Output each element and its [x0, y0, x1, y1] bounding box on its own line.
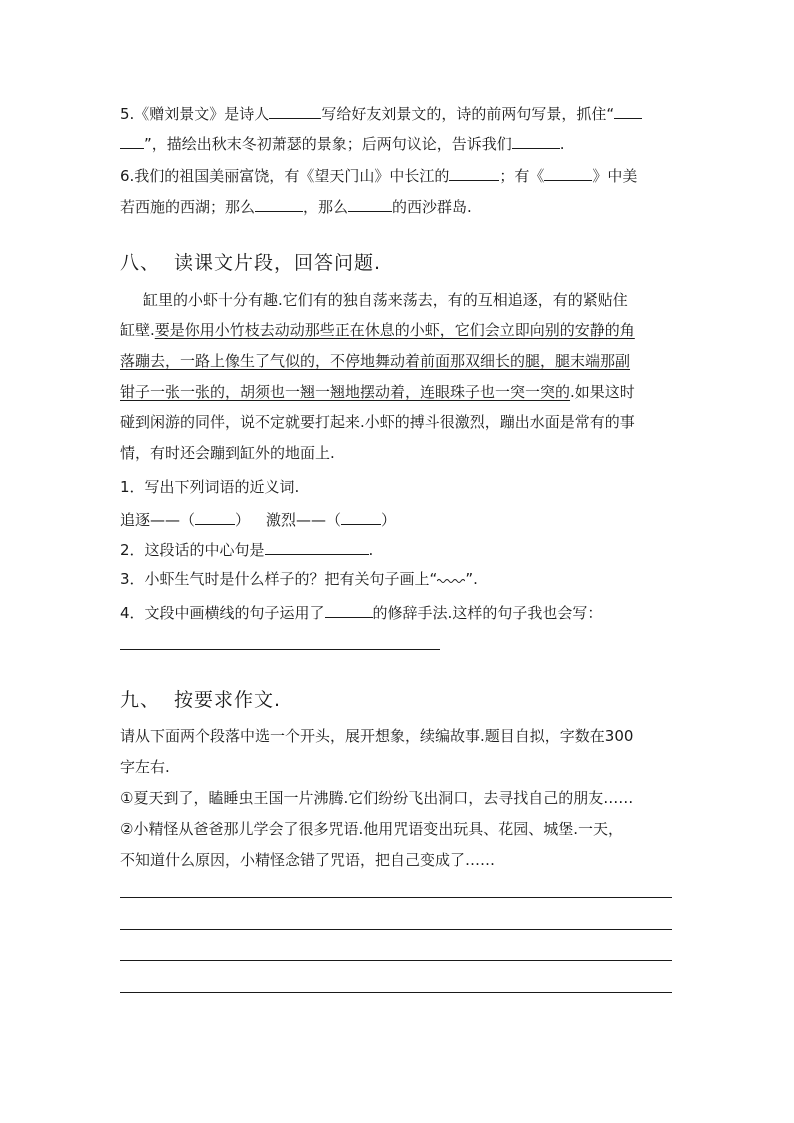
q6-text-b: ；有《	[499, 167, 545, 185]
sub-question-2-text: 2．这段话的中心句是	[120, 541, 265, 559]
synonym-word-2: 激烈——（	[266, 511, 342, 529]
wavy-underline-icon	[437, 576, 465, 584]
essay-option-1: ①夏天到了，瞌睡虫王国一片沸腾.它们纷纷飞出洞口，去寻找自己的朋友……	[120, 789, 634, 807]
rhetoric-blank[interactable]	[325, 601, 373, 618]
writing-line[interactable]	[120, 992, 672, 993]
passage-line-1: 缸里的小虾十分有趣.它们有的独自荡来荡去，有的互相追逐，有的紧贴住	[143, 291, 628, 309]
sub-question-2-end: .	[368, 541, 374, 559]
synonym-row	[120, 508, 680, 530]
q6-blank-westlake[interactable]	[255, 195, 303, 212]
sub-question-3-end: ”.	[465, 570, 478, 588]
section-9-title: 按要求作文.	[174, 689, 282, 711]
imitation-answer-line[interactable]	[120, 649, 440, 650]
essay-instruction-line-2: 字左右.	[120, 758, 170, 776]
section-8-title: 读课文片段，回答问题.	[174, 252, 382, 274]
section-8-heading	[120, 251, 381, 275]
q5-blank-grasp-2[interactable]	[120, 132, 144, 149]
passage-text: 缸壁.	[120, 321, 155, 339]
section-9-heading	[120, 688, 281, 712]
q5-text-b: 写给好友刘景文的，诗的前两句写景，抓住“	[321, 105, 615, 123]
q5-blank-poet[interactable]	[269, 102, 321, 119]
sub-question-3-text: 3．小虾生气时是什么样子的？把有关句子画上“	[120, 570, 438, 588]
q5-text-c: ”，描绘出秋末冬初萧瑟的景象；后两句议论，告诉我们	[144, 135, 512, 153]
sub-question-4-end: 的修辞手法.这样的句子我也会写：	[372, 604, 603, 622]
q6-blank-xisha[interactable]	[348, 195, 392, 212]
passage-text: .如果这时	[570, 383, 635, 401]
sub-question-3	[120, 569, 680, 589]
q5-blank-grasp-1[interactable]	[614, 102, 642, 119]
sub-question-4	[120, 601, 680, 623]
passage-line-5: 碰到闲游的同伴，说不定就要打起来.小虾的搏斗很激烈，蹦出水面是常有的事	[120, 413, 635, 431]
synonym-blank-2[interactable]	[341, 508, 381, 525]
q6-blank-yangtze[interactable]	[449, 164, 499, 181]
central-sentence-blank[interactable]	[265, 538, 369, 555]
q5-text-d: .	[559, 135, 565, 153]
underlined-sentence-part-2: 落蹦去，一路上像生了气似的，不停地舞动着前面那双细长的腿，腿末端那副	[120, 352, 631, 370]
synonym-blank-1[interactable]	[195, 508, 235, 525]
q5-line-2	[120, 132, 680, 154]
section-9-number: 九、	[120, 689, 161, 711]
writing-line[interactable]	[120, 929, 672, 930]
q6-blank-poem[interactable]	[544, 164, 592, 181]
q5-blank-tell[interactable]	[512, 132, 560, 149]
q6-line-2	[120, 195, 680, 217]
passage-line-6: 情，有时还会蹦到缸外的地面上.	[120, 444, 335, 462]
synonym-close-2: ）	[381, 511, 397, 529]
q6-text-f: 的西沙群岛.	[392, 198, 472, 216]
essay-option-2-line-1: ②小精怪从爸爸那儿学会了很多咒语.他用咒语变出玩具、花园、城堡.一天，	[120, 820, 623, 838]
passage-line-2	[120, 320, 680, 340]
q6-text-a: 6.我们的祖国美丽富饶，有《望天门山》中长江的	[120, 167, 450, 185]
essay-option-2-line-2: 不知道什么原因，小精怪念错了咒语，把自己变成了……	[120, 851, 496, 869]
q5-text-a: 5.《赠刘景文》是诗人	[120, 105, 270, 123]
q6-text-d: 若西施的西湖；那么	[120, 198, 256, 216]
passage-line-3	[120, 351, 680, 371]
sub-question-2	[120, 538, 680, 560]
q6-text-c: 》中美	[592, 167, 638, 185]
q6-text-e: ，那么	[303, 198, 349, 216]
underlined-sentence-part-3: 钳子一张一张的，胡须也一翘一翘地摆动着，连眼珠子也一突一突的	[120, 383, 571, 401]
sub-question-4-text: 4．文段中画横线的句子运用了	[120, 604, 325, 622]
q6-line-1	[120, 164, 680, 186]
underlined-sentence-part-1: 要是你用小竹枝去动动那些正在休息的小虾，它们会立即向别的安静的角	[154, 321, 635, 339]
sub-question-1: 1．写出下列词语的近义词.	[120, 478, 300, 496]
writing-line[interactable]	[120, 897, 672, 898]
essay-instruction-line-1: 请从下面两个段落中选一个开头，展开想象，续编故事.题目自拟，字数在300	[120, 727, 634, 745]
synonym-word-1: 追逐——（	[120, 511, 196, 529]
synonym-close-1: ）	[235, 511, 251, 529]
q5-line-1	[120, 102, 680, 124]
writing-line[interactable]	[120, 960, 672, 961]
passage-line-4	[120, 382, 680, 402]
section-8-number: 八、	[120, 252, 161, 274]
